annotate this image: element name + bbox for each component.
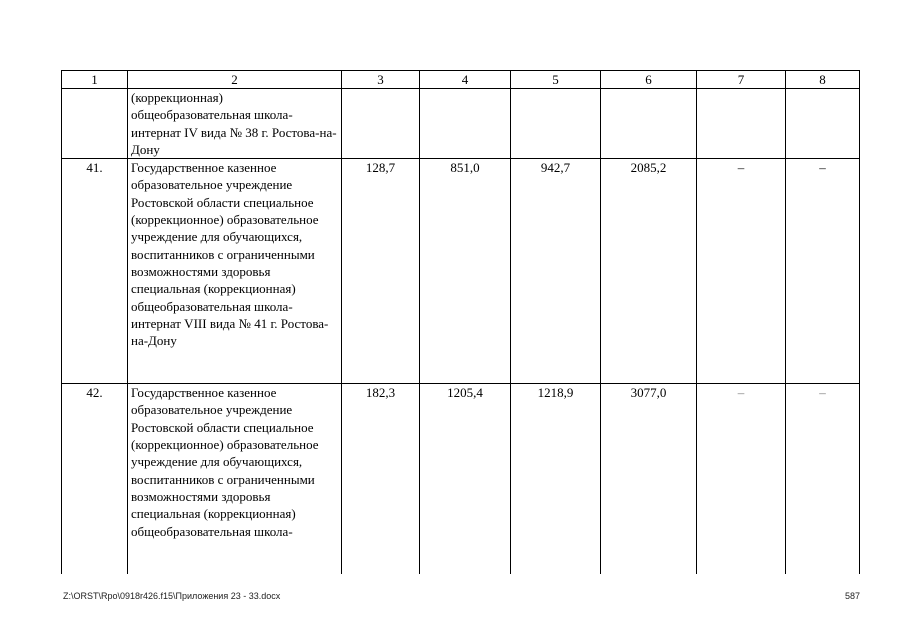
column-header: 8 — [786, 71, 860, 89]
cell-value — [697, 384, 786, 574]
table-header-row — [62, 71, 860, 89]
cell-value — [601, 89, 697, 159]
column-header: 5 — [511, 71, 601, 89]
institution-name: Государственное казенное образовательное учреждение Ростовской области специальное (коррекционное) образовательное учреждение для обучающихся, воспитанников с ограниченными возможностями здоровья специальная (коррекционная) общеобразовательная школа-интернат VIII вида № 41 г. Ростова-на-Дону — [128, 159, 342, 384]
cell-value: – — [697, 159, 786, 384]
column-header: 2 — [128, 71, 342, 89]
table-row — [62, 89, 860, 159]
cell-value — [697, 89, 786, 159]
cell-value — [511, 89, 601, 159]
institution-name: Государственное казенное образовательное учреждение Ростовской области специальное (коррекционное) образовательное учреждение для обучающихся, воспитанников с ограниченными возможностями здоровья специальная (коррекционная) общеобразовательная школа- — [128, 384, 342, 574]
dash-value: – — [819, 385, 826, 401]
table-row — [62, 384, 860, 574]
cell-value: 1205,4 — [420, 384, 511, 574]
cell-value — [342, 89, 420, 159]
cell-value — [786, 89, 860, 159]
cell-value: – — [786, 159, 860, 384]
cell-value: 182,3 — [342, 384, 420, 574]
footer-page-number: 587 — [844, 591, 860, 601]
cell-value: 3077,0 — [601, 384, 697, 574]
column-header: 7 — [697, 71, 786, 89]
budget-table — [61, 70, 860, 574]
cell-value: 851,0 — [420, 159, 511, 384]
cell-value — [786, 384, 860, 574]
footer-file-path: Z:\ORST\Rpo\0918r426.f15\Приложения 23 - 33.docx — [63, 591, 281, 601]
dash-value: – — [737, 385, 745, 401]
cell-value: 128,7 — [342, 159, 420, 384]
table-row — [62, 159, 860, 384]
cell-value: 1218,9 — [511, 384, 601, 574]
column-header: 1 — [62, 71, 128, 89]
column-header: 4 — [420, 71, 511, 89]
column-header: 6 — [601, 71, 697, 89]
column-header: 3 — [342, 71, 420, 89]
institution-name: (коррекционная) общеобразовательная школа-интернат IV вида № 38 г. Ростова-на-Дону — [128, 89, 342, 159]
row-number: 41. — [62, 159, 128, 384]
cell-value — [420, 89, 511, 159]
row-number — [62, 89, 128, 159]
cell-value: 942,7 — [511, 159, 601, 384]
cell-value: 2085,2 — [601, 159, 697, 384]
row-number: 42. — [62, 384, 128, 574]
